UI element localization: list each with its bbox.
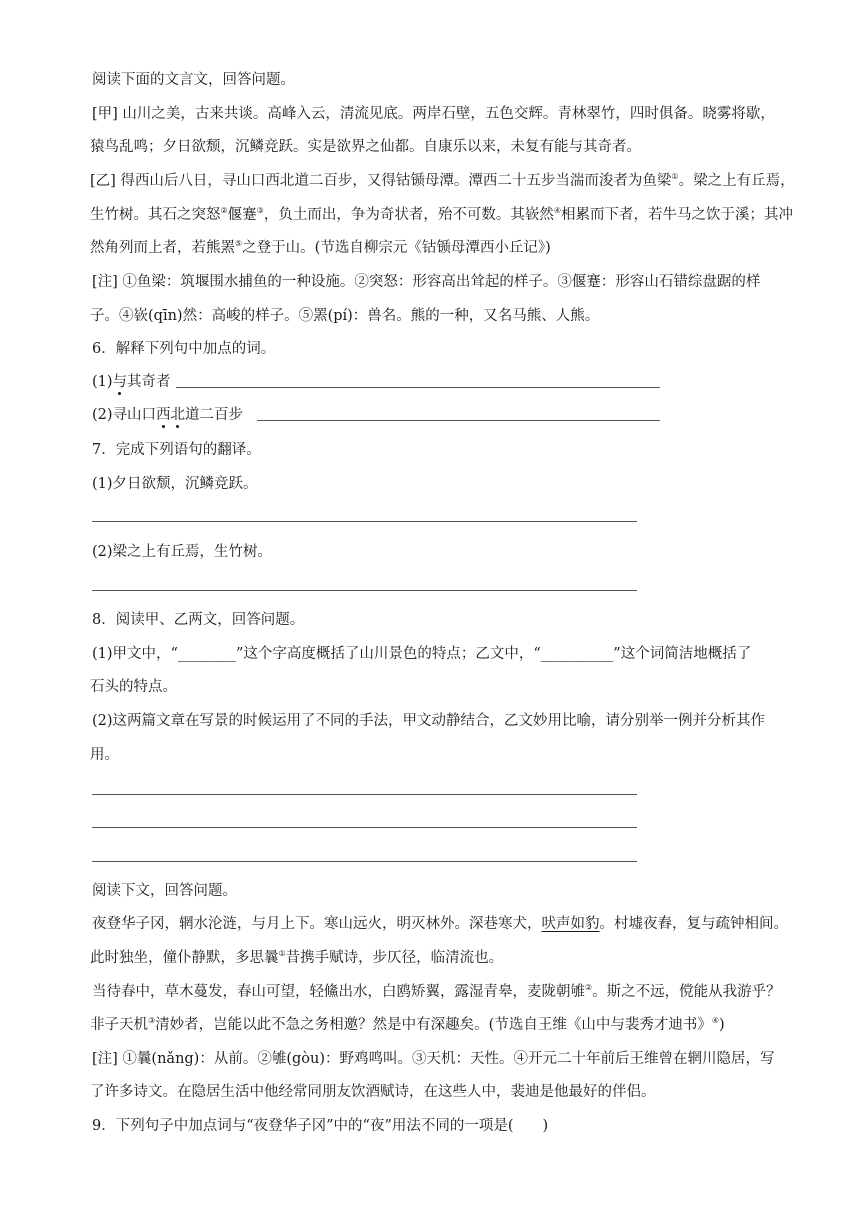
- q8-item1-line1: (1)甲文中，“________”这个字高度概括了山川景色的特点；乙文中，“__________”这个词简洁地概括了: [92, 646, 752, 662]
- section1-intro: 阅读下面的文言文，回答问题。: [92, 72, 295, 88]
- passage-jia-line2: 猿鸟乱鸣；夕日欲颓，沉鳞竞跃。实是欲界之仙都。自康乐以来，未复有能与其奇者。: [90, 139, 641, 155]
- q6-item2-answer-line[interactable]: [257, 420, 660, 421]
- q6-item1: (1)与其奇者: [92, 374, 171, 390]
- q7-item2-answer-line[interactable]: [92, 590, 637, 591]
- passage2-line4: 非子天机③清妙者，岂能以此不急之务相邀？然是中有深趣矣。(节选自王维《山中与裴秀才迪书》④): [90, 1016, 725, 1033]
- notes2-line2: 了许多诗文。在隐居生活中他经常同朋友饮酒赋诗，在这些人中，裴迪是他最好的伴侣。: [90, 1084, 656, 1100]
- passage-yi-line2: 生竹树。其石之突怒②偃蹇③，负土而出，争为奇状者，殆不可数。其嵚然④相累而下者，若牛马之饮于溪；其冲: [90, 206, 794, 223]
- notes1-line1: [注] ①鱼梁：筑堰围水捕鱼的一种设施。②突怒：形容高出耸起的样子。③偃蹇：形容山石错综盘踞的样: [92, 274, 761, 290]
- q8-answer-line-3[interactable]: [92, 861, 637, 862]
- q9-title: 9．下列句子中加点词与“夜登华子冈”中的“夜”用法不同的一项是( ): [92, 1118, 549, 1134]
- passage2-line3: 当待春中，草木蔓发，春山可望，轻鯈出水，白鸥矫翼，露湿青皋，麦陇朝雊②。斯之不远，傥能从我游乎？: [92, 983, 781, 1000]
- q7-item1-answer-line[interactable]: [92, 521, 637, 522]
- q8-item1-line2: 石头的特点。: [90, 679, 177, 695]
- q6-item2: (2)寻山口西北道二百步: [92, 407, 244, 423]
- q8-answer-line-2[interactable]: [92, 827, 637, 828]
- q8-item2-line2: 用。: [90, 747, 119, 763]
- passage-yi-line3: 然角列而上者，若熊罴⑤之登于山。(节选自柳宗元《钴锧母潭西小丘记》): [90, 239, 551, 256]
- passage-jia-line1: [甲] 山川之美，古来共谈。高峰入云，清流见底。两岸石壁，五色交辉。青林翠竹，四时俱备。晓雾将歇，: [92, 106, 775, 122]
- section2-intro: 阅读下文，回答问题。: [92, 883, 237, 899]
- q7-item1: (1)夕日欲颓，沉鳞竞跃。: [92, 476, 258, 492]
- q8-item2-line1: (2)这两篇文章在写景的时候运用了不同的手法，甲文动静结合，乙文妙用比喻，请分别举一例并分析其作: [92, 713, 766, 729]
- passage2-line2: 此时独坐，僮仆静默，多思曩①昔携手赋诗，步仄径，临清流也。: [90, 949, 504, 966]
- passage2-line1: 夜登华子冈，辋水沦涟，与月上下。寒山远火，明灭林外。深巷寒犬，吠声如豹。村墟夜舂，复与疏钟相间。: [92, 916, 788, 932]
- q6-item1-answer-line[interactable]: [176, 387, 660, 388]
- q6-title: 6．解释下列句中加点的词。: [92, 341, 276, 357]
- passage-yi-line1: [乙] 得西山后八日，寻山口西北道二百步，又得钴锧母潭。潭西二十五步当湍而浚者为鱼梁①。梁之上有丘焉，: [90, 172, 795, 189]
- notes2-line1: [注] ①曩(nǎng)：从前。②雊(gòu)：野鸡鸣叫。③天机：天性。④开元二十年前后王维曾在辋川隐居，写: [92, 1051, 775, 1067]
- q8-title: 8．阅读甲、乙两文，回答问题。: [92, 612, 305, 628]
- notes1-line2: 子。④嵚(qīn)然：高峻的样子。⑤罴(pí)：兽名。熊的一种，又名马熊、人熊。: [90, 308, 600, 324]
- q8-answer-line-1[interactable]: [92, 794, 637, 795]
- q7-item2: (2)梁之上有丘焉，生竹树。: [92, 544, 273, 560]
- q7-title: 7．完成下列语句的翻译。: [92, 442, 261, 458]
